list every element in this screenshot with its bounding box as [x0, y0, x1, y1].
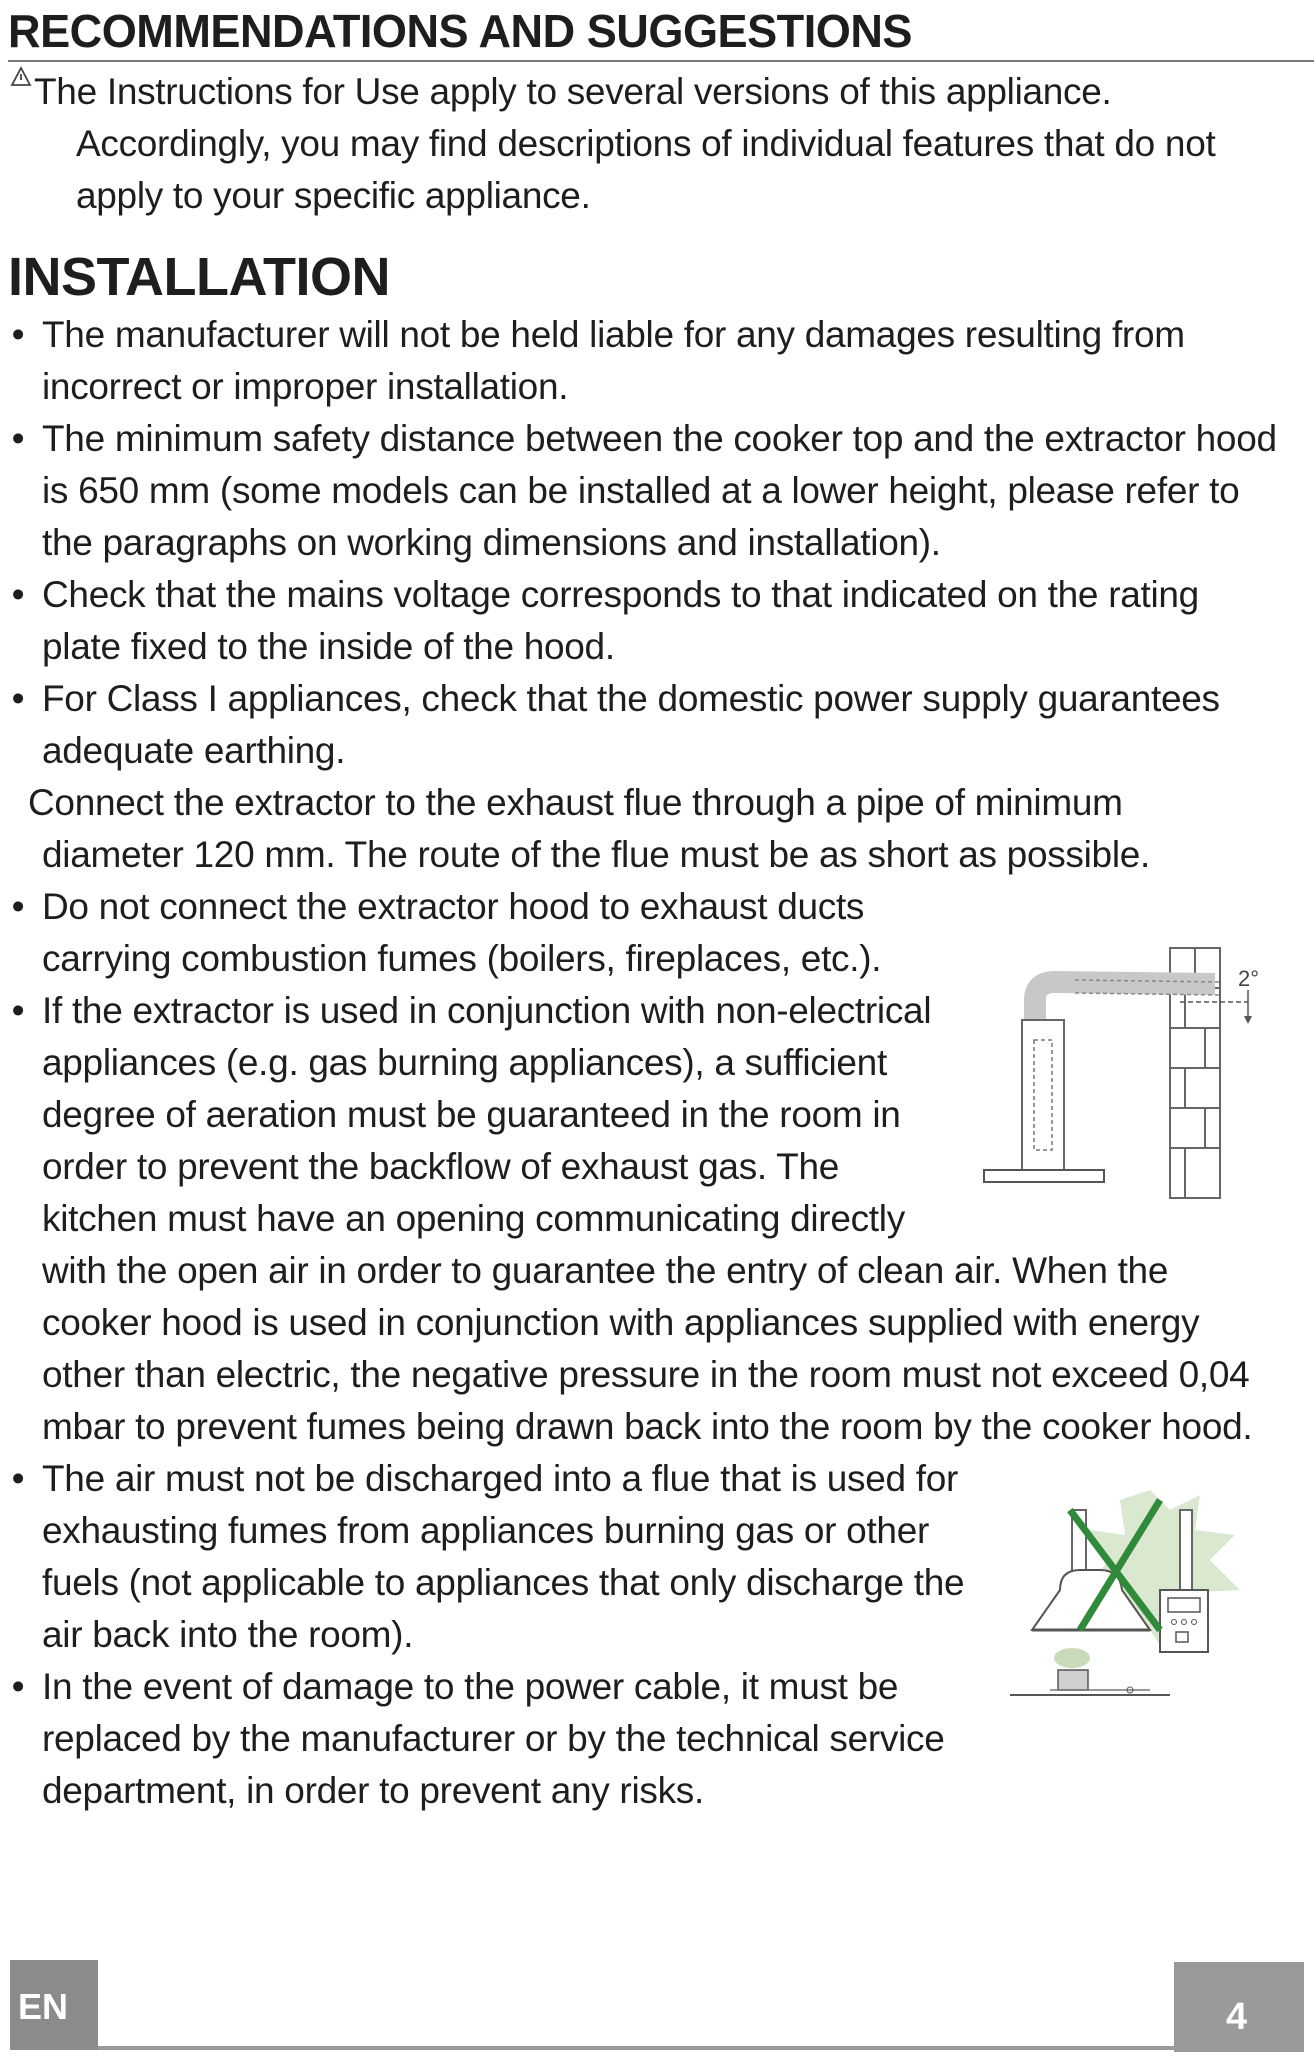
item-line: replaced by the manufacturer or by the technical service	[42, 1718, 945, 1759]
item-line: appliances (e.g. gas burning appliances), a sufficient	[42, 1042, 887, 1083]
heading-divider	[8, 60, 1314, 62]
item-line: order to prevent the backflow of exhaust gas. The	[42, 1146, 840, 1187]
list-item	[11, 413, 1277, 569]
intro-note	[34, 66, 1274, 222]
item-line: incorrect or improper installation.	[42, 366, 569, 407]
bullet-icon: •	[11, 418, 25, 459]
item-line: other than electric, the negative pressure in the room must not exceed 0,04	[42, 1354, 1250, 1395]
item-line: department, in order to prevent any risks.	[42, 1770, 704, 1811]
item-line: If the extractor is used in conjunction with non-electrical	[42, 990, 932, 1031]
item-line: Connect the extractor to the exhaust flue through a pipe of minimum	[28, 782, 1123, 823]
item-line: The manufacturer will not be held liable for any damages resulting from	[42, 314, 1185, 355]
bullet-icon: •	[11, 678, 25, 719]
no-gas-flue-diagram	[1010, 1480, 1250, 1710]
item-line: The minimum safety distance between the cooker top and the extractor hood	[42, 418, 1277, 459]
bullet-icon: •	[11, 314, 25, 355]
item-line: The air must not be discharged into a flue that is used for	[42, 1458, 959, 1499]
item-line: For Class I appliances, check that the domestic power supply guarantees	[42, 678, 1220, 719]
bullet-icon: •	[11, 574, 25, 615]
intro-line-3: apply to your specific appliance.	[76, 175, 591, 216]
language-label: EN	[18, 1986, 69, 2027]
footer-divider	[98, 2046, 1174, 2050]
list-item	[11, 309, 1185, 413]
list-item	[28, 777, 1150, 881]
item-line: air back into the room).	[42, 1614, 414, 1655]
bullet-icon: •	[11, 1666, 25, 1707]
bullet-icon: •	[11, 990, 25, 1031]
item-line: carrying combustion fumes (boilers, fireplaces, etc.).	[42, 938, 882, 979]
item-line: with the open air in order to guarantee the entry of clean air. When the	[42, 1250, 1169, 1291]
page-number-tab	[1174, 1962, 1304, 2052]
list-item	[11, 1661, 945, 1817]
list-item	[11, 1453, 965, 1661]
page-number: 4	[1226, 1996, 1248, 2038]
item-line: diameter 120 mm. The route of the flue must be as short as possible.	[42, 834, 1150, 875]
list-item	[11, 673, 1220, 777]
duct-slope-diagram	[980, 940, 1280, 1210]
intro-line-1: The Instructions for Use apply to several versions of this appliance.	[34, 71, 1112, 112]
item-line: kitchen must have an opening communicating directly	[42, 1198, 905, 1239]
list-item	[11, 881, 882, 985]
item-line: is 650 mm (some models can be installed at a lower height, please refer to	[42, 470, 1240, 511]
item-line: exhausting fumes from appliances burning gas or other	[42, 1510, 930, 1551]
item-line: degree of aeration must be guaranteed in the room in	[42, 1094, 901, 1135]
item-line: the paragraphs on working dimensions and installation).	[42, 522, 941, 563]
bullet-icon: •	[11, 1458, 25, 1499]
item-line: fuels (not applicable to appliances that only discharge the	[42, 1562, 965, 1603]
item-line: cooker hood is used in conjunction with appliances supplied with energy	[42, 1302, 1200, 1343]
section-title: INSTALLATION	[8, 247, 390, 307]
item-line: mbar to prevent fumes being drawn back into the room by the cooker hood.	[42, 1406, 1253, 1447]
item-line: adequate earthing.	[42, 730, 346, 771]
list-item	[11, 569, 1199, 673]
item-line: In the event of damage to the power cable, it must be	[42, 1666, 899, 1707]
slope-angle-label: 2°	[1238, 966, 1260, 991]
language-tab	[10, 1960, 98, 2050]
item-line: Check that the mains voltage corresponds to that indicated on the rating	[42, 574, 1199, 615]
item-line: Do not connect the extractor hood to exhaust ducts	[42, 886, 865, 927]
page-heading: RECOMMENDATIONS AND SUGGESTIONS	[8, 5, 912, 57]
intro-line-2: Accordingly, you may find descriptions of individual features that do not	[76, 123, 1216, 164]
bullet-icon: •	[11, 886, 25, 927]
item-line: plate fixed to the inside of the hood.	[42, 626, 615, 667]
warning-icon	[10, 66, 32, 88]
